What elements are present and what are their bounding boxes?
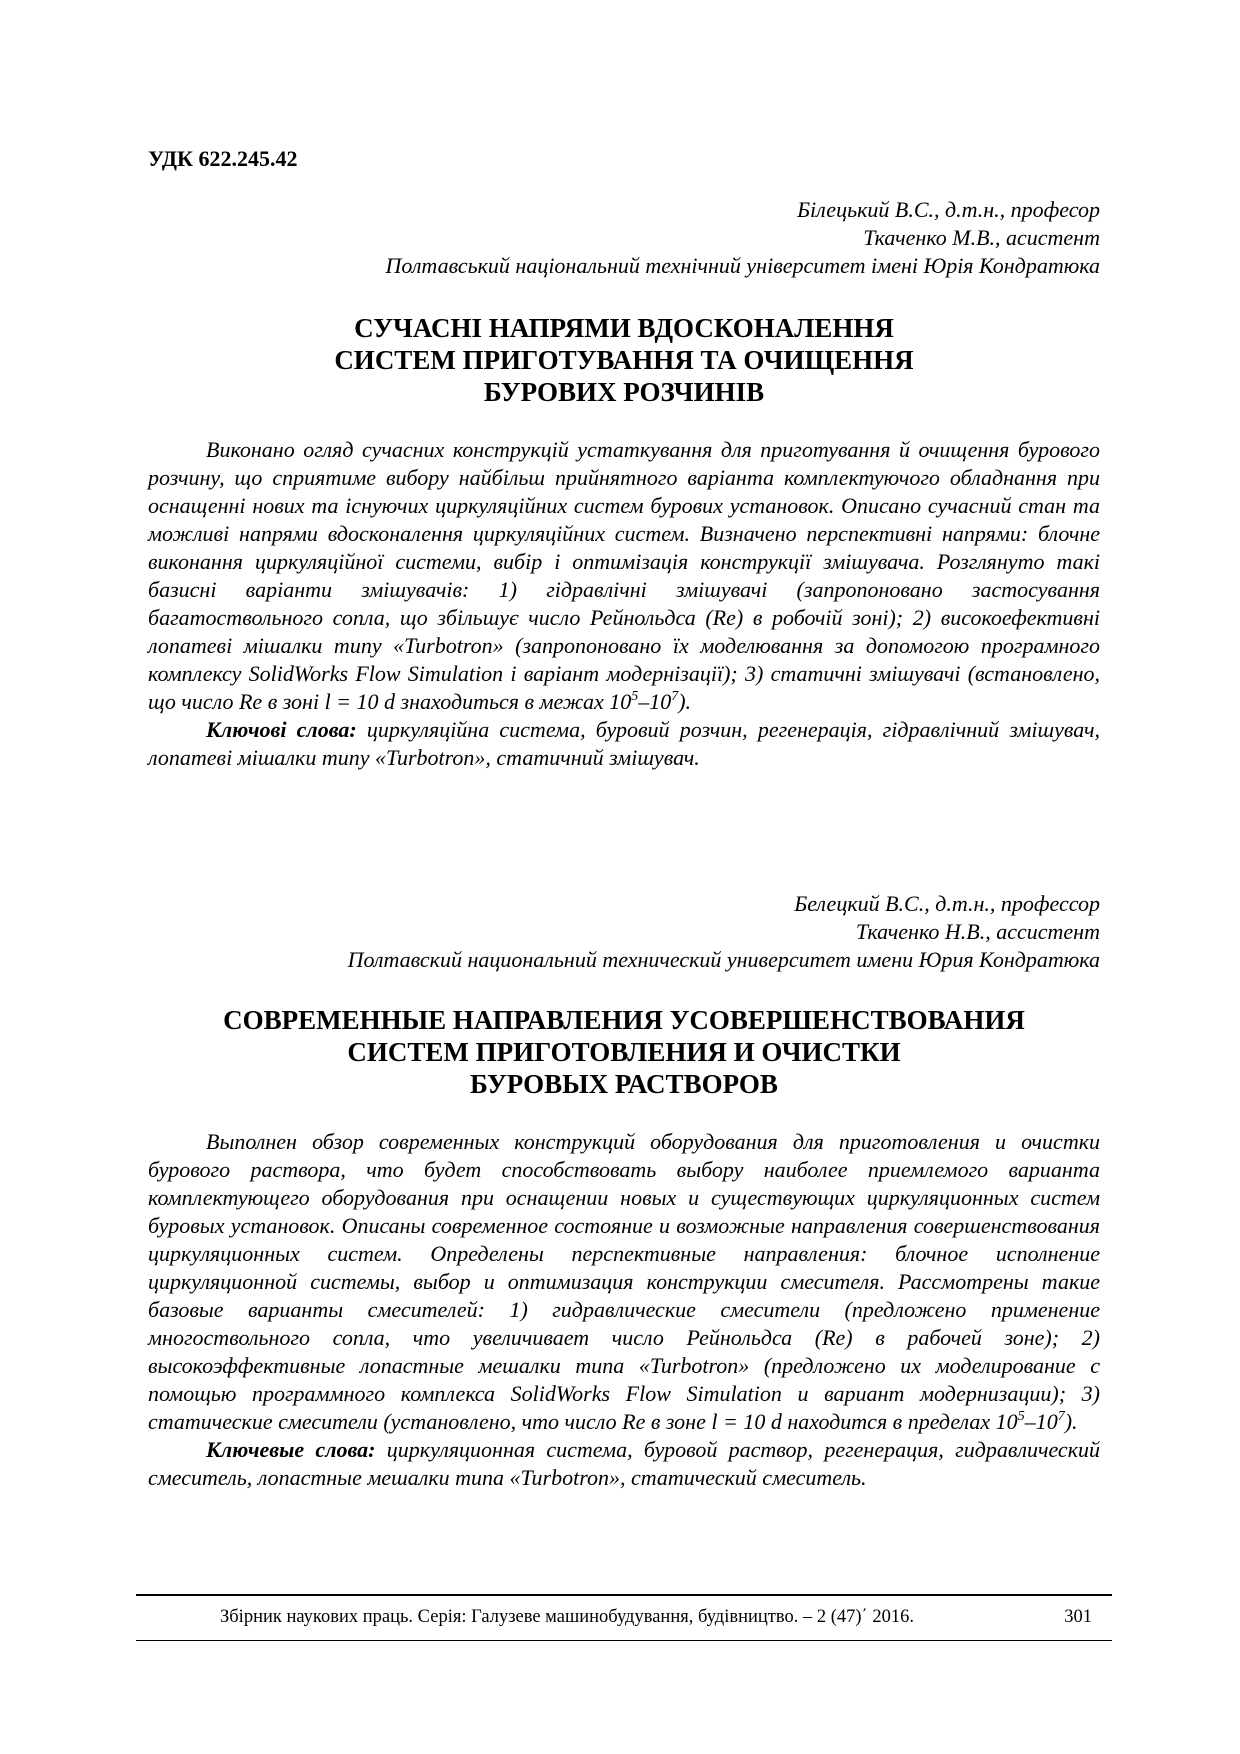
title-line: СИСТЕМ ПРИГОТОВЛЕНИЯ И ОЧИСТКИ	[347, 1037, 901, 1067]
exponent: 5	[631, 689, 639, 704]
abstract-text: Виконано огляд сучасних конструкцій устаткування для приготування й очищення бурового розчину, що сприятиме вибору найбільш прийнятного варіанта комплектуючого обладнання при оснащенні нових та існуючих циркуляційних систем бурових установок. Описано сучасний стан та можливі напрями вдосконалення циркуляційних систем. Визначено перспективні напрями: блочне виконання циркуляційної системи, вибір і оптимізація конструкції змішувача. Розглянуто такі базисні варіанти змішувачів: 1) гідравлічні змішувачі (запропоновано застосування багатоствольного сопла, що збільшує число Рейнольдса (Re) в робочій зоні); 2) високоефективні лопатеві мішалки типу «Turbotron» (запропоновано їх моделювання за допомогою програмного комплексу SolidWorks Flow Simulation і варіант модернізації); 3) статичні змішувачі (встановлено, що число Re в зоні l = 10 d знаходиться в межах 10	[148, 437, 1100, 714]
keywords-paragraph	[148, 1436, 1100, 1492]
keywords-label: Ключевые слова:	[206, 1437, 376, 1462]
keywords-label: Ключові слова:	[206, 717, 357, 742]
title-line: БУРОВЫХ РАСТВОРОВ	[470, 1069, 778, 1099]
authors-ru	[348, 890, 1100, 974]
page-number: 301	[1064, 1607, 1092, 1627]
udk-code: УДК 622.245.42	[148, 146, 298, 171]
affiliation-line: Полтавский национальний технический университет имени Юрия Кондратюка	[347, 947, 1100, 972]
author-line: Белецкий В.С., д.т.н., профессор	[794, 891, 1100, 916]
keywords-paragraph	[148, 716, 1100, 772]
title-line: БУРОВИХ РОЗЧИНІВ	[483, 377, 765, 407]
title-line: СОВРЕМЕННЫЕ НАПРАВЛЕНИЯ УСОВЕРШЕНСТВОВАНИЯ	[223, 1005, 1025, 1035]
article-title-ua	[148, 312, 1100, 408]
range-end: ).	[678, 689, 692, 714]
footer-bottom-rule	[136, 1640, 1112, 1642]
abstract-paragraph	[148, 436, 1100, 716]
author-line: Ткаченко М.В., асистент	[863, 225, 1100, 250]
range-dash: –10	[638, 689, 672, 714]
author-line: Білецький В.С., д.т.н., професор	[797, 197, 1100, 222]
page-footer	[136, 1594, 1112, 1641]
range-dash: –10	[1024, 1409, 1058, 1434]
keywords-text: циркуляційна система, буровий розчин, регенерація, гідравлічний змішувач, лопатеві мішалки типу «Turbotron», статичний змішувач.	[148, 717, 1100, 770]
abstract-ua	[148, 436, 1100, 772]
author-line: Ткаченко Н.В., ассистент	[855, 919, 1100, 944]
article-title-ru	[148, 1004, 1100, 1100]
affiliation-line: Полтавський національний технічний університет імені Юрія Кондратюка	[385, 253, 1100, 278]
exponent: 7	[1057, 1409, 1065, 1424]
footer-row	[136, 1596, 1112, 1640]
abstract-paragraph	[148, 1128, 1100, 1436]
exponent: 5	[1017, 1409, 1025, 1424]
abstract-text: Выполнен обзор современных конструкций оборудования для приготовления и очистки бурового раствора, что будет способствовать выбору наиболее приемлемого варианта комплектующего оборудования при оснащении новых и существующих циркуляционных систем буровых установок. Описаны современное состояние и возможные направления совершенствования циркуляционных систем. Определены перспективные направления: блочное исполнение циркуляционной системы, выбор и оптимизация конструкции смесителя. Рассмотрены такие базовые варианты смесителей: 1) гидравлические смесители (предложено применение многоствольного сопла, что увеличивает число Рейнольдса (Re) в рабочей зоне); 2) высокоэффективные лопастные мешалки типа «Turbotron» (предложено их моделирование с помощью программного комплекса SolidWorks Flow Simulation и вариант модернизации); 3) статические смесители (установлено, что число Re в зоне l = 10 d находится в пределах 10	[148, 1129, 1100, 1434]
range-end: ).	[1064, 1409, 1078, 1434]
authors-ua	[385, 196, 1100, 280]
journal-citation: Збірник наукових праць. Серія: Галузеве машинобудування, будівництво. – 2 (47)΄ 2016.	[220, 1607, 914, 1627]
title-line: СУЧАСНІ НАПРЯМИ ВДОСКОНАЛЕННЯ	[354, 313, 894, 343]
title-line: СИСТЕМ ПРИГОТУВАННЯ ТА ОЧИЩЕННЯ	[334, 345, 914, 375]
exponent: 7	[671, 689, 679, 704]
keywords-text: циркуляционная система, буровой раствор, регенерация, гидравлический смеситель, лопастные мешалки типа «Turbotron», статический смеситель.	[148, 1437, 1100, 1490]
abstract-ru	[148, 1128, 1100, 1492]
